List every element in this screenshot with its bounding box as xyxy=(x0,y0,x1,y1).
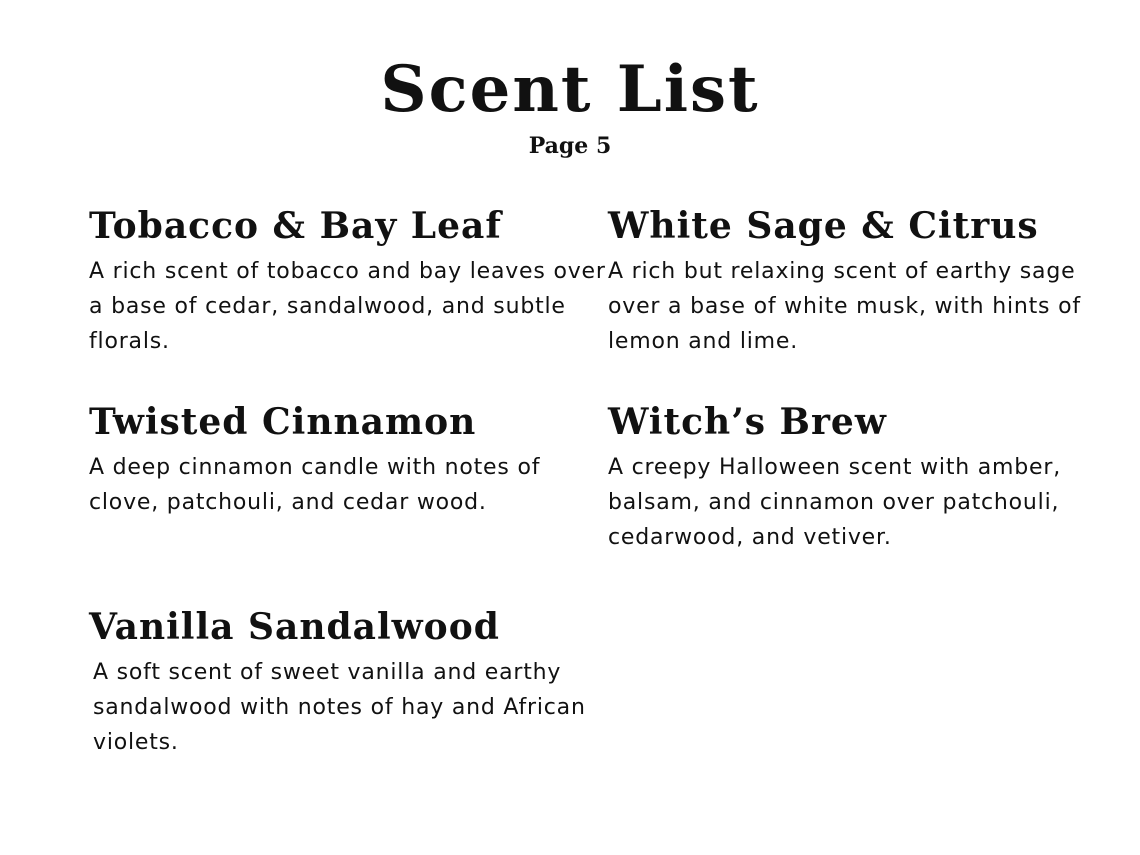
scent-name: White Sage & Citrus xyxy=(608,205,1039,247)
scent-name: Tobacco & Bay Leaf xyxy=(89,205,502,247)
scent-description: A deep cinnamon candle with notes of clove, patchouli, and cedar wood. xyxy=(89,455,541,515)
scent-name: Vanilla Sandalwood xyxy=(89,606,500,648)
scent-entry-vanilla-sandalwood xyxy=(89,605,609,760)
scent-description: A rich scent of tobacco and bay leaves over a base of cedar, sandalwood, and subtle florals. xyxy=(89,259,606,354)
scent-description: A creepy Halloween scent with amber, balsam, and cinnamon over patchouli, cedarwood, and vetiver. xyxy=(608,455,1062,550)
scent-entry-witchs-brew xyxy=(608,400,1128,555)
page-title: Scent List xyxy=(380,52,760,127)
scent-description: A rich but relaxing scent of earthy sage over a base of white musk, with hints of lemon and lime. xyxy=(608,259,1081,354)
scent-description: A soft scent of sweet vanilla and earthy sandalwood with notes of hay and African violets. xyxy=(93,660,586,755)
scent-entry-twisted-cinnamon xyxy=(89,400,609,520)
scent-entry-tobacco-bay-leaf xyxy=(89,204,609,359)
scent-name: Twisted Cinnamon xyxy=(89,401,477,443)
scent-entry-white-sage-citrus xyxy=(608,204,1128,359)
scent-name: Witch’s Brew xyxy=(608,401,887,443)
page-number: Page 5 xyxy=(528,133,612,159)
